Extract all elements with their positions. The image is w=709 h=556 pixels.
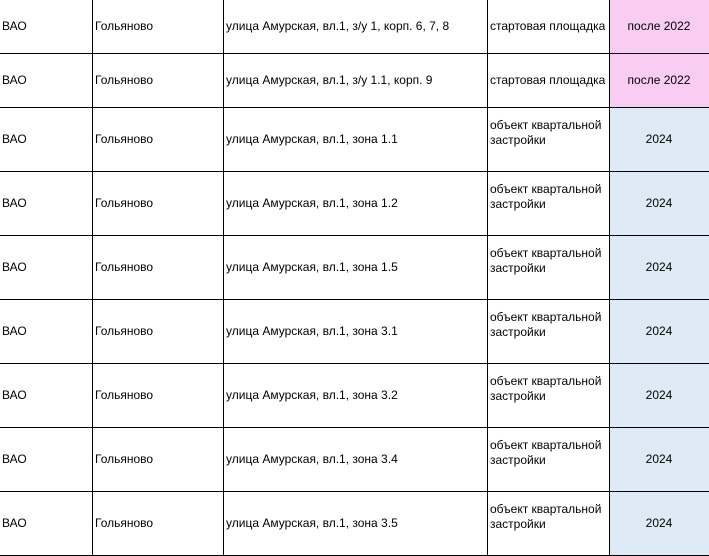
cell-year[interactable]: 2024 <box>610 492 709 556</box>
cell-district[interactable]: ВАО <box>0 428 93 492</box>
cell-area[interactable]: Гольяново <box>93 0 224 54</box>
cell-area[interactable]: Гольяново <box>93 428 224 492</box>
table-row <box>0 492 709 556</box>
cell-district[interactable]: ВАО <box>0 0 93 54</box>
cell-area[interactable]: Гольяново <box>93 300 224 364</box>
cell-address[interactable]: улица Амурская, вл.1, з/у 1.1, корп. 9 <box>224 54 488 108</box>
table-row <box>0 108 709 172</box>
cell-year[interactable]: после 2022 <box>610 54 709 108</box>
cell-area[interactable]: Гольяново <box>93 108 224 172</box>
cell-address[interactable]: улица Амурская, вл.1, зона 1.1 <box>224 108 488 172</box>
cell-address[interactable]: улица Амурская, вл.1, з/у 1, корп. 6, 7, 8 <box>224 0 488 54</box>
cell-object-type[interactable]: объект квартальной застройки <box>488 300 610 364</box>
cell-district[interactable]: ВАО <box>0 54 93 108</box>
cell-area[interactable]: Гольяново <box>93 492 224 556</box>
table-row <box>0 236 709 300</box>
cell-year[interactable]: 2024 <box>610 172 709 236</box>
cell-object-type[interactable]: объект квартальной застройки <box>488 236 610 300</box>
cell-address[interactable]: улица Амурская, вл.1, зона 1.2 <box>224 172 488 236</box>
cell-year[interactable]: 2024 <box>610 364 709 428</box>
cell-object-type[interactable]: стартовая площадка <box>488 0 610 54</box>
cell-object-type[interactable]: объект квартальной застройки <box>488 172 610 236</box>
table-row <box>0 300 709 364</box>
cell-address[interactable]: улица Амурская, вл.1, зона 3.5 <box>224 492 488 556</box>
cell-year[interactable]: после 2022 <box>610 0 709 54</box>
cell-address[interactable]: улица Амурская, вл.1, зона 3.2 <box>224 364 488 428</box>
cell-area[interactable]: Гольяново <box>93 236 224 300</box>
cell-address[interactable]: улица Амурская, вл.1, зона 3.1 <box>224 300 488 364</box>
cell-address[interactable]: улица Амурская, вл.1, зона 1.5 <box>224 236 488 300</box>
table-row <box>0 54 709 108</box>
table-row <box>0 172 709 236</box>
cell-district[interactable]: ВАО <box>0 364 93 428</box>
cell-object-type[interactable]: объект квартальной застройки <box>488 492 610 556</box>
cell-object-type[interactable]: объект квартальной застройки <box>488 364 610 428</box>
cell-area[interactable]: Гольяново <box>93 172 224 236</box>
cell-year[interactable]: 2024 <box>610 236 709 300</box>
cell-object-type[interactable]: объект квартальной застройки <box>488 428 610 492</box>
cell-district[interactable]: ВАО <box>0 300 93 364</box>
cell-object-type[interactable]: стартовая площадка <box>488 54 610 108</box>
cell-district[interactable]: ВАО <box>0 236 93 300</box>
cell-object-type[interactable]: объект квартальной застройки <box>488 108 610 172</box>
table-row <box>0 364 709 428</box>
cell-district[interactable]: ВАО <box>0 172 93 236</box>
cell-year[interactable]: 2024 <box>610 428 709 492</box>
cell-district[interactable]: ВАО <box>0 108 93 172</box>
cell-year[interactable]: 2024 <box>610 108 709 172</box>
table-row <box>0 0 709 54</box>
cell-area[interactable]: Гольяново <box>93 54 224 108</box>
table-row <box>0 428 709 492</box>
cell-year[interactable]: 2024 <box>610 300 709 364</box>
cell-address[interactable]: улица Амурская, вл.1, зона 3.4 <box>224 428 488 492</box>
cell-area[interactable]: Гольяново <box>93 364 224 428</box>
cell-district[interactable]: ВАО <box>0 492 93 556</box>
